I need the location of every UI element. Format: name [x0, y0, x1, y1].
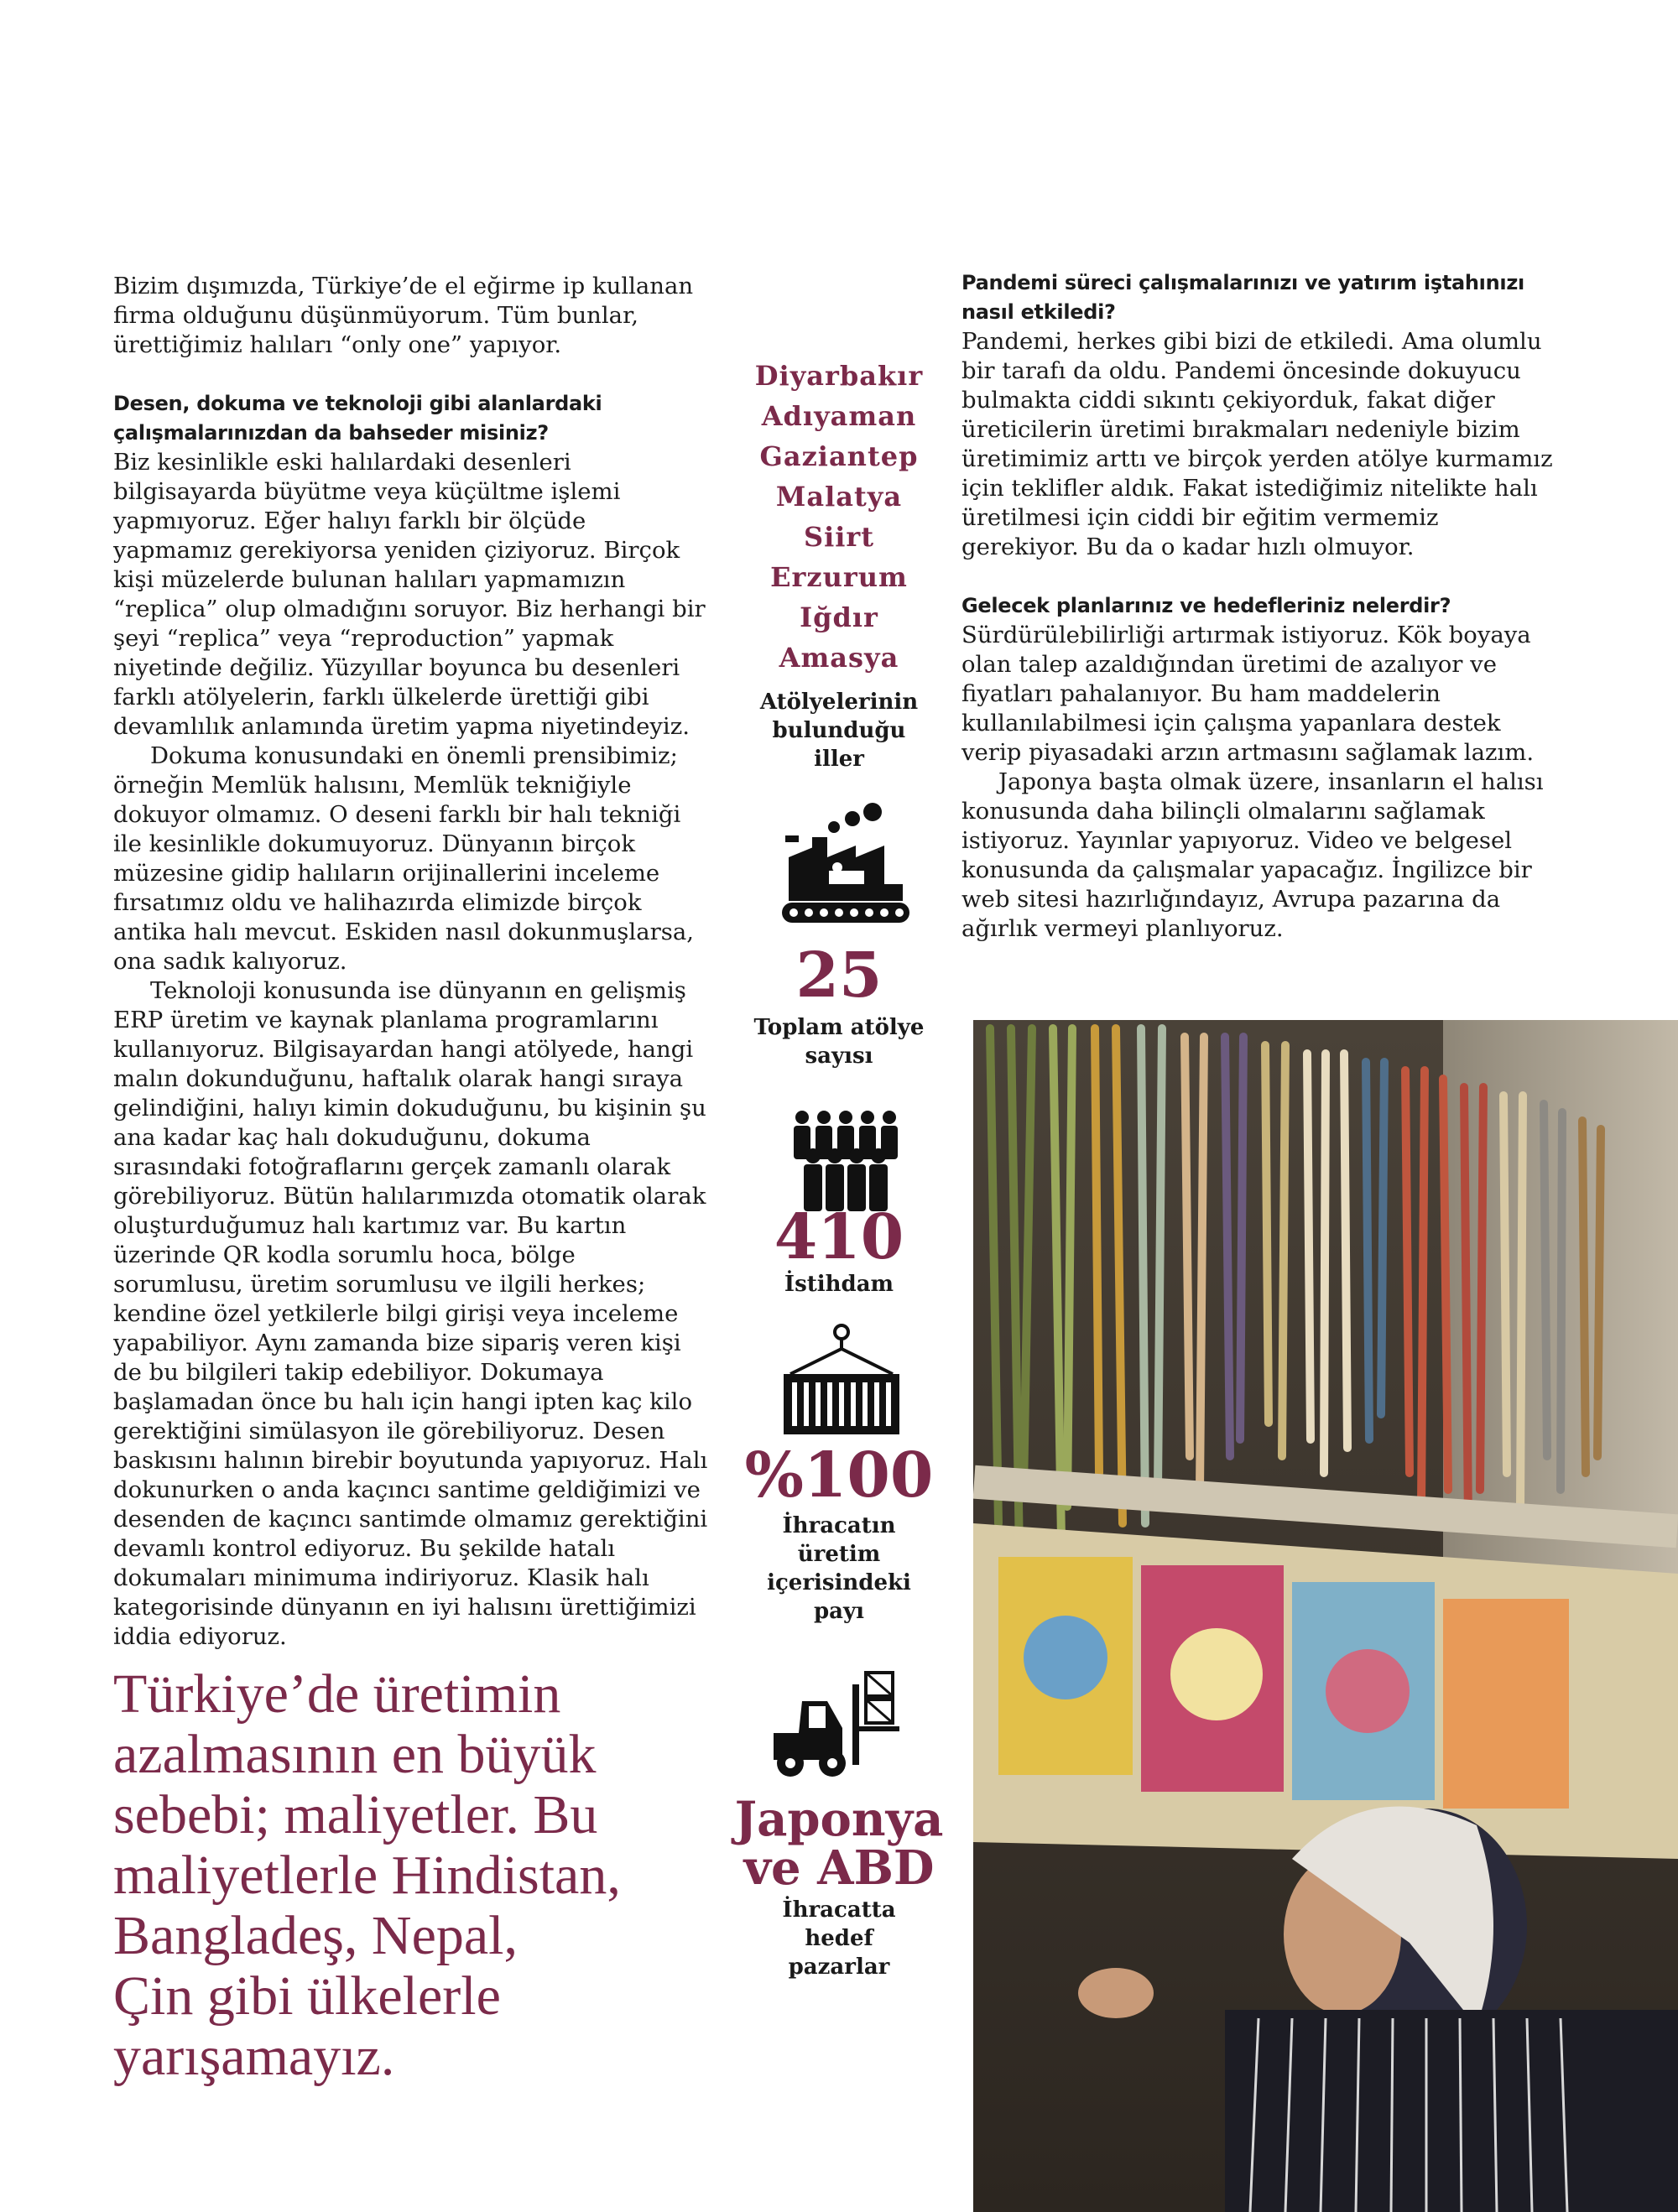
markets-value: ve ABD	[743, 1840, 935, 1896]
stat-label: İstihdam	[784, 1272, 894, 1297]
city-name: Siirt	[803, 521, 875, 553]
paragraph: Bizim dışımızda, Türkiye’de el eğirme ip kullanan firma olduğunu düşünmüyorum. Tüm bunlar, ürettiğimiz halıları “only one” yapıyor.	[113, 273, 694, 358]
container-icon	[779, 1324, 904, 1438]
interview-question: Pandemi süreci çalışmalarınızı ve yatırım iştahınızı nasıl etkiledi?	[961, 271, 1524, 324]
stat-label: Toplam atölye	[753, 1015, 925, 1040]
weaver-photo	[973, 1020, 1678, 2212]
city-name: Adıyaman	[761, 400, 917, 432]
stat-label: iller	[814, 747, 864, 772]
forklift-icon	[765, 1668, 908, 1782]
paragraph: Dokuma konusundaki en önemli prensibimiz; örneğin Memlük halısını, Memlük tekniğiyle dokuyor olmamız. O deseni farklı bir halı tekniği ile kesinlikle dokumuyoruz. Dünyanın birçok müzesine gidip halıların orijinallerini inceleme fırsatımız oldu ve halihazırda elimizde birçok antika halı mevcut. Eskiden nasıl dokunmuşlarsa, ona sadık kalıyoruz.	[113, 742, 694, 975]
stat-label: Atölyelerinin	[759, 690, 919, 715]
workshops-stat	[730, 939, 948, 1070]
stat-label: üretim	[797, 1542, 881, 1567]
paragraph: Sürdürülebilirliği artırmak istiyoruz. Kök boyaya olan talep azaldığından üretimi de azalıyor ve fiyatları pahalanıyor. Bu ham maddelerin kullanılabilmesi için çalışma yapanlara destek verip piyasadaki arzın artmasını sağlamak lazım.	[961, 622, 1535, 766]
employment-stat	[730, 1201, 948, 1299]
city-name: Erzurum	[770, 561, 908, 593]
pull-quote-line: maliyetlerle Hindistan,	[113, 1845, 621, 1906]
interview-question: Desen, dokuma ve teknoloji gibi alanlardaki çalışmalarınızdan da bahseder misiniz?	[113, 392, 602, 445]
factory-icon	[779, 799, 913, 934]
city-name: Malatya	[775, 481, 903, 513]
stat-label: içerisindeki	[767, 1570, 911, 1595]
city-name: Gaziantep	[759, 440, 919, 472]
left-column	[113, 272, 709, 1652]
right-column	[961, 268, 1561, 944]
city-name: Diyarbakır	[754, 360, 924, 392]
stat-label: hedef	[805, 1926, 873, 1951]
pull-quote-line: Çin gibi ülkelerle	[113, 1965, 501, 2027]
stat-label: payı	[813, 1599, 864, 1624]
paragraph: Biz kesinlikle eski halılardaki desenleri bilgisayarda büyütme veya küçültme işlemi yapmıyoruz. Eğer halıyı farklı bir ölçüde yapmamız gerekiyorsa yeniden çiziyoruz. Birçok kişi müzelerde bulunan halıları yapmamızın “replica” olup olmadığını soruyor. Biz herhangi bir şeyi “replica” veya “reproduction” yapmak niyetinde değiliz. Yüzyıllar boyunca bu desenleri farklı atölyelerin, farklı ülkelerde ürettiği gibi devamlılık anlamında üretim yapma niyetindeyiz.	[113, 449, 706, 740]
pull-quote-line: yarışamayız.	[113, 2026, 395, 2087]
export-stat	[730, 1439, 948, 1626]
paragraph: Japonya başta olmak üzere, insanların el halısı konusunda daha bilinçli olmalarını sağlamak istiyoruz. Yayınlar yapıyoruz. Video ve belgesel konusunda da çalışmalar yapacağız. İngilizce bir web sitesi hazırlığındayız, Avrupa pazarına da ağırlık vermeyi planlıyoruz.	[961, 768, 1544, 942]
cities-list	[730, 356, 948, 678]
paragraph: Teknoloji konusunda ise dünyanın en gelişmiş ERP üretim ve kaynak planlama programlarını kullanıyoruz. Bilgisayardan hangi atölyede, hangi malın dokunduğunu, haftalık olarak hangi sıraya gelindiğini, halıyı kimin dokuduğunu, bu kişinin şu ana kadar kaç halı dokuduğunu, dokuma sırasındaki fotoğraflarını gerçek zamanlı olarak görebiliyoruz. Bütün halılarımızda otomatik olarak oluşturduğumuz halı kartımız var. Bu kartın üzerinde QR kodla sorumlu hoca, bölge sorumlusu, üretim sorumlusu ve ilgili herkes; kendine özel yetkilerle bilgi girişi veya inceleme yapabiliyor. Aynı zamanda bize sipariş veren kişi de bu bilgileri takip edebiliyor. Dokumaya başlamadan önce bu halı için hangi ipten kaç kilo gerektiğini simülasyon ile görebiliyoruz. Desen baskısını halının birebir boyutunda yapıyoruz. Halı dokunurken o anda kaçıncı santime geldiğimizi ve desenden de kaçıncı santimde olmamız gerektiğini devamlı kontrol ediyoruz. Bu şekilde hatalı dokumaları minimuma indiriyoruz. Klasik halı kategorisinde dünyanın en iyi halısını ürettiğimizi iddia ediyoruz.	[113, 977, 708, 1650]
paragraph: Pandemi, herkes gibi bizi de etkiledi. Ama olumlu bir tarafı da oldu. Pandemi öncesinde dokuyucu bulmakta ciddi sıkıntı çekiyorduk, fakat diğer üreticilerin üretimi bırakmaları nedeniyle bizim üretimimiz arttı ve birçok yerden atölye kurmamız için teklifler aldık. Fakat istediğimiz nitelikte halı üretilmesi için ciddi bir eğitim vermemiz gerekiyor. Bu da o kadar hızlı olmuyor.	[961, 328, 1553, 560]
pull-quote	[113, 1664, 751, 2087]
city-name: Iğdır	[800, 601, 878, 633]
markets-value: Japonya	[734, 1792, 944, 1847]
markets-stat	[730, 1792, 948, 1981]
stat-label: İhracatta	[782, 1897, 896, 1923]
interview-question: Gelecek planlarınız ve hedefleriniz nelerdir?	[961, 594, 1451, 617]
pull-quote-line: Bangladeş, Nepal,	[113, 1905, 519, 1966]
people-icon	[790, 1109, 903, 1213]
export-value: %100	[744, 1439, 934, 1512]
stat-label: pazarlar	[788, 1954, 890, 1980]
employment-value: 410	[774, 1201, 904, 1273]
pull-quote-line: Türkiye’de üretimin	[113, 1663, 561, 1725]
cities-label	[730, 688, 948, 773]
stat-label: sayısı	[805, 1044, 873, 1069]
stat-label: İhracatın	[782, 1513, 896, 1538]
stat-label: bulunduğu	[772, 718, 906, 743]
pull-quote-line: sebebi; maliyetler. Bu	[113, 1784, 598, 1845]
workshops-value: 25	[795, 939, 883, 1012]
city-name: Amasya	[779, 642, 899, 674]
pull-quote-line: azalmasının en büyük	[113, 1724, 597, 1785]
